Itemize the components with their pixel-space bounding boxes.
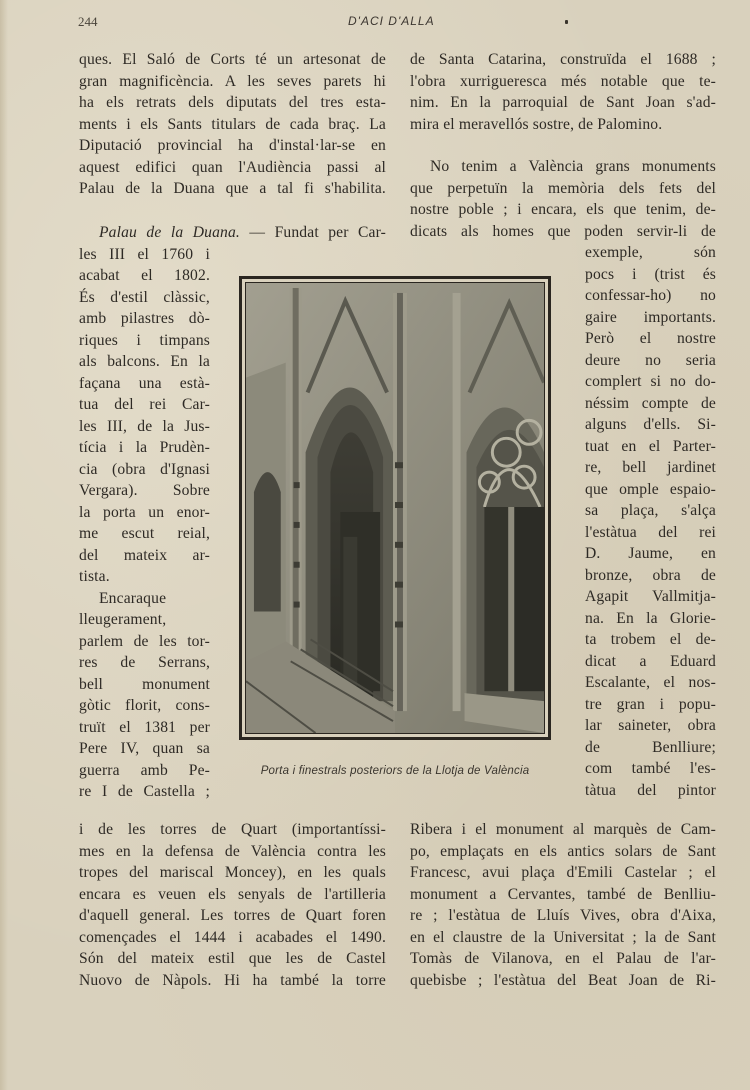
text-line: deure no seria (585, 351, 716, 369)
text-line: nim. En la parroquial de Sant Joan s'ad- (410, 94, 716, 111)
text-line: lleugerament, (79, 611, 167, 628)
text-line: dicat a Eduard (585, 652, 716, 670)
page-edge-shadow (0, 0, 8, 1090)
text-line: acabat el 1802. (79, 267, 210, 284)
text-line: la porta un enor- (79, 503, 210, 521)
text-line: ha els retrats dels diputats del tres esta- (79, 94, 386, 111)
text-line: Agapit Vallmitja- (585, 588, 716, 605)
text-line: Vergara). Sobre (79, 482, 210, 499)
text-line: res de Serrans, (79, 654, 210, 671)
text-line: ques. El Saló de Corts té un artesonat de (79, 51, 386, 68)
text-line: façana una està- (79, 374, 210, 392)
text-line: encara es veuen els senyals de l'artilleria (79, 885, 386, 903)
text-line: aquest edifici quan l'Audiència passi al (79, 158, 386, 176)
text-line: de Santa Catarina, construïda el 1688 ; (410, 51, 716, 68)
text-line: riques i timpans (79, 331, 210, 349)
text-line: po, emplaçats en els antics solars de Sant (410, 842, 716, 860)
text-line: d'aquell general. Les torres de Quart foren (79, 907, 386, 924)
text-line: de Benlliure; (585, 738, 716, 756)
text-line: complert si no do- (585, 373, 716, 390)
section-title-rest: — Fundat per Car- (239, 224, 387, 241)
text-line: tua del rei Car- (79, 396, 210, 413)
text-line: tre gran i popu- (585, 695, 716, 713)
text-line: Pere IV, quan sa (79, 740, 210, 757)
text-line: com també l'es- (585, 760, 716, 777)
text-line: me escut reial, (79, 525, 210, 542)
text-line: quebisbe ; l'estàtua del Beat Joan de Ri- (410, 971, 716, 989)
text-line: tícia i la Prudèn- (79, 439, 210, 456)
text-line: Francesc, avui plaça d'Emili Castelar ; el (410, 864, 716, 881)
text-line: tista. (79, 568, 110, 585)
text-line: na. En la Glorie- (585, 609, 716, 627)
photo-illustration (246, 283, 544, 733)
text-line: que perpetuïn la memòria dels fets del (410, 179, 716, 197)
text-line: Ribera i el monument al marquès de Cam- (410, 821, 716, 838)
text-line: lar saineter, obra (585, 717, 716, 734)
text-line: exemple, són (585, 244, 716, 261)
llotja-photograph (245, 282, 545, 734)
text-line: Encaraque (99, 589, 167, 607)
text-line: re ; l'estàtua de Lluís Vives, obra d'Aixa, (410, 907, 716, 924)
text-line: Tomàs de Vilanova, en el Palau de l'ar- (410, 950, 716, 967)
text-line: ta trobem el de- (585, 631, 716, 648)
text-line: cia (obra d'Ignasi (79, 460, 210, 478)
text-line: gòtic florit, cons- (79, 697, 210, 714)
ink-speck (565, 20, 568, 24)
page-header (0, 12, 750, 36)
text-line: néssim compte de (585, 394, 716, 412)
figure-caption: Porta i finestrals posteriors de la Llotja de València (260, 765, 530, 777)
text-line: tàtua del pintor (585, 781, 716, 799)
section-title-italic: Palau de la Duana. (99, 224, 240, 241)
text-line: mira el meravellós sostre, de Palomino. (410, 115, 663, 133)
text-line: les III, de la Jus- (79, 417, 210, 435)
text-line: que omple espaio- (585, 480, 716, 498)
text-line: Nuovo de Nàpols. Hi ha també la torre (79, 971, 386, 989)
text-line: confessar-ho) no (585, 287, 716, 304)
text-line: nostre poble ; i encara, els que tenim, de- (410, 201, 716, 218)
text-line: re I de Castella ; (79, 783, 210, 800)
text-line: monument a Cervantes, també de Benlliu- (410, 885, 716, 903)
text-line: D. Jaume, en (585, 545, 716, 562)
text-line: l'obra xurrigueresca més notable que te- (410, 72, 716, 90)
running-title: D'ACI D'ALLA (348, 14, 435, 28)
text-line: en el claustre de la Universitat ; la de Sant (410, 928, 716, 946)
text-line: bell monument (79, 675, 210, 693)
text-line: És d'estil clàssic, (79, 288, 210, 306)
text-line: Escalante, el nos- (585, 674, 716, 691)
text-line: alguns d'ells. Si- (585, 416, 716, 433)
text-line: re, bell jardinet (585, 459, 716, 476)
text-line: ments i els Sants titulars de cada braç. La (79, 115, 386, 133)
text-line: tuat en el Parter- (585, 437, 716, 455)
text-line: gran magnificència. A les seves parets hi (79, 72, 386, 90)
text-line: parlem de les tor- (79, 632, 210, 650)
text-line: començades el 1444 i acabades el 1490. (79, 928, 386, 946)
text-line: als balcons. En la (79, 353, 210, 370)
palau-heading-line (79, 222, 386, 244)
text-line: sa plaça, s'alça (585, 502, 716, 519)
text-line: tropes del mariscal Moncey), en les quals (79, 864, 386, 881)
text-line: gaire importants. (585, 308, 716, 326)
text-line: dicats als homes que poden servir-li de (410, 222, 716, 240)
text-line: Palau de la Duana que a tal fi s'habilita. (79, 180, 386, 197)
page-number: 244 (78, 14, 98, 29)
text-line: guerra amb Pe- (79, 761, 210, 779)
text-line: i de les torres de Quart (importantíssi- (79, 821, 386, 838)
text-line: Diputació provincial ha d'instal·lar-se en (79, 137, 386, 154)
text-line: Però el nostre (585, 330, 716, 347)
text-line: bronze, obra de (585, 566, 716, 584)
text-line: amb pilastres dò- (79, 310, 210, 327)
text-line: No tenim a València grans monuments (430, 158, 716, 175)
text-line: pocs i (trist és (585, 265, 716, 283)
text-line: les III el 1760 i (79, 245, 210, 263)
text-line: del mateix ar- (79, 546, 210, 564)
text-line: Són del mateix estil que les de Castel (79, 950, 386, 967)
text-line: mes en la defensa de València contra les (79, 842, 386, 860)
figure-frame (239, 276, 551, 740)
text-line: truït el 1381 per (79, 718, 210, 736)
text-line: l'estàtua del rei (585, 523, 716, 541)
